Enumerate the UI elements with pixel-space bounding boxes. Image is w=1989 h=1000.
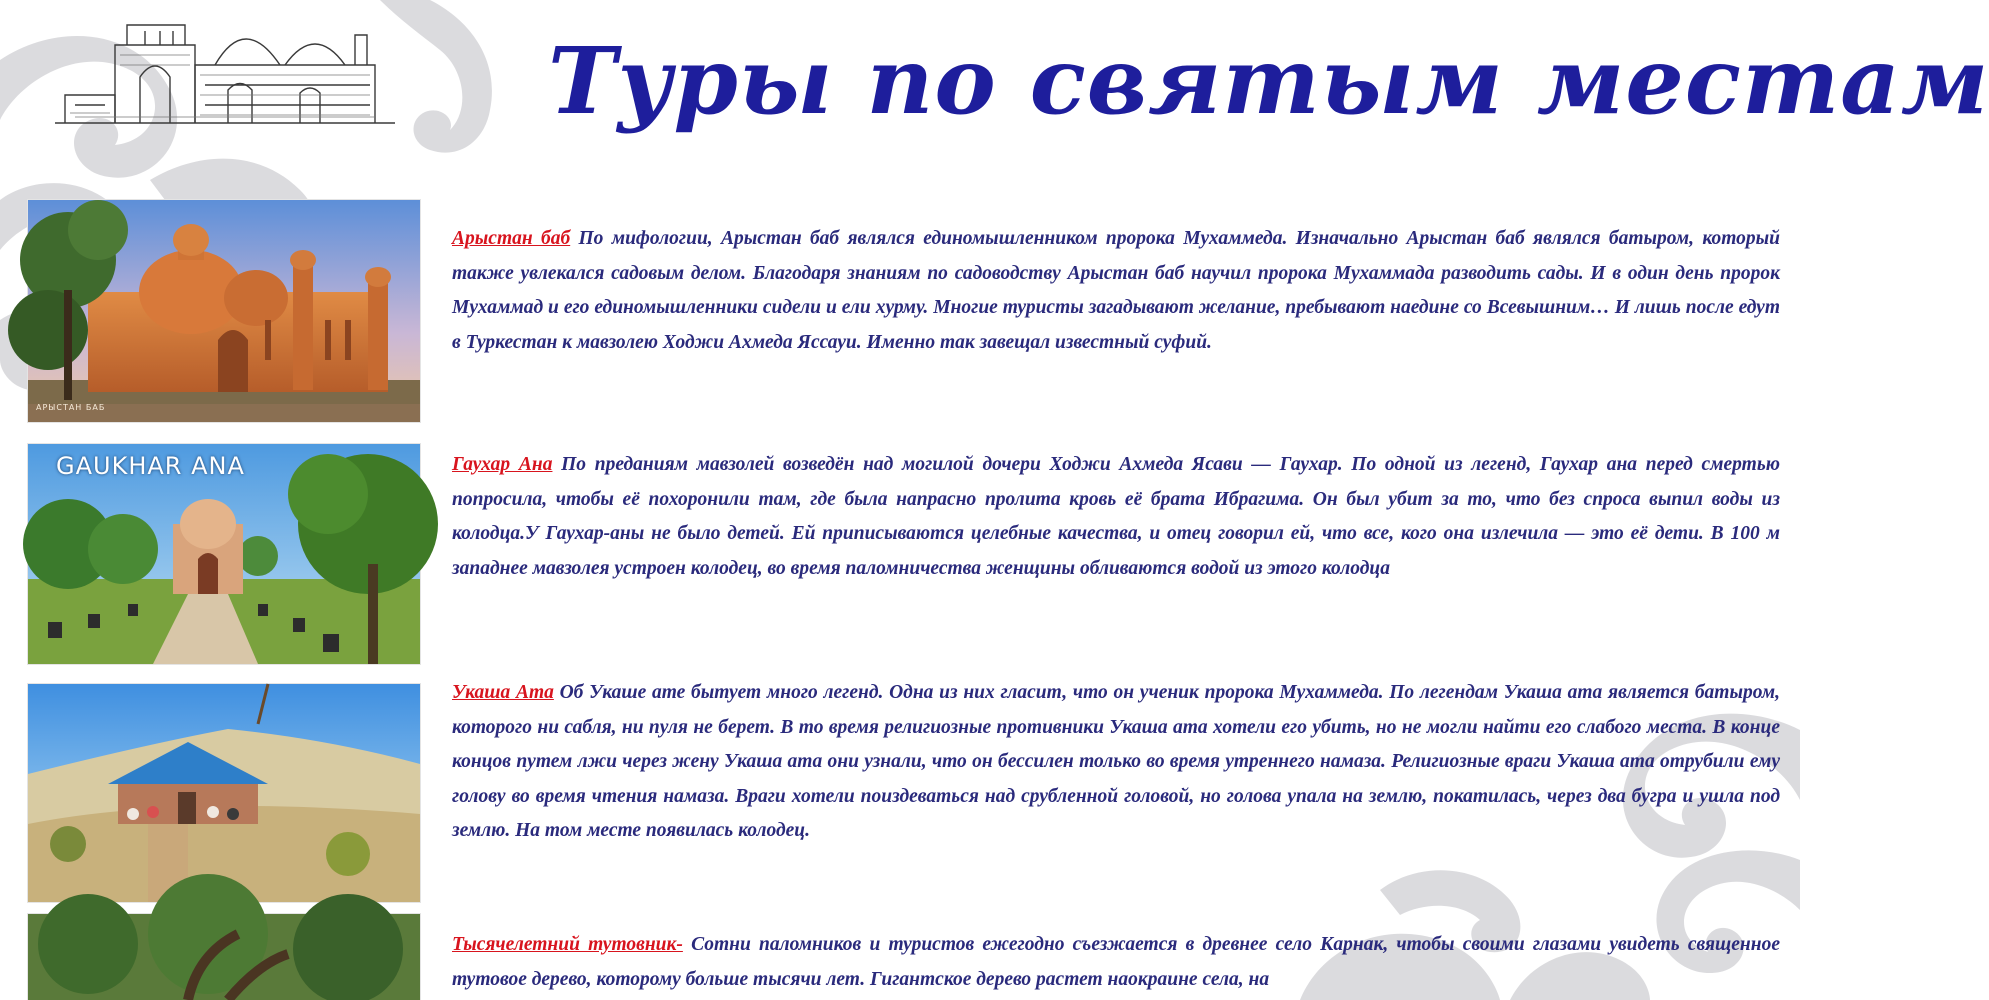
- entry-mulberry: [452, 928, 1780, 997]
- entry-title: Гаухар Ана: [452, 454, 553, 475]
- ukasha-ata-site-photo: [28, 684, 420, 902]
- mausoleum-arystan-bab-photo: [28, 200, 420, 422]
- entry-title: Арыстан баб: [452, 228, 571, 249]
- mulberry-tree-photo: [28, 914, 420, 1000]
- entry-text: По мифологии, Арыстан баб являлся единомышленником пророка Мухаммеда. Изначально Арыстан баб являлся батыром, который также увлекался садовым делом. Благодаря знаниям по садоводству Арыстан баб научил пророка Мухаммада разводить сады. И в один день пророк Мухаммад и его единомышленники сидели и ели хурму. Многие туристы загадывают желание, пребывают наедине со Всевышним… И лишь после едут в Туркестан к мавзолею Ходжи Ахмеда Яссауи. Именно так завещал известный суфий.: [452, 228, 1780, 353]
- photo-caption-gaukhar-ana: GAUKHAR ANA: [56, 452, 245, 480]
- entry-gaukhar-ana: [452, 448, 1780, 586]
- entry-text: Об Укаше ате бытует много легенд. Одна из них гласит, что он ученик пророка Мухаммеда. По легендам Укаша ата является батыром, которого ни сабля, ни пуля не берет. В то время религиозные противники Укаша ата хотели его убить, но не могли найти его слабого места. В конце концов путем лжи через жену Укаша ата они узнали, что он бессилен только во время утреннего намаза. Религиозные враги Укаша ата отрубили ему голову во время чтения намаза. Враги хотели поиздеваться над срубленной головой, но голова упала на землю, покатилась, через два бугра и ушла под землю. На том месте появилась колодец.: [452, 682, 1780, 841]
- entry-text: По преданиям мавзолей возведён над могилой дочери Ходжи Ахмеда Ясави — Гаухар. По одной из легенд, Гаухар ана перед смертью попросила, чтобы её похоронили там, где была напрасно пролита кровь её брата Ибрагима. Он был убит за то, что без спроса выпил воды из колодца.У Гаухар-аны не было детей. Ей приписываются целебные качества, и отец говорил ей, что все, кого она излечила — это её дети. В 100 м западнее мавзолея устроен колодец, во время паломничества женщины обливаются водой из этого колодца: [452, 454, 1780, 579]
- entry-ukasha-ata: [452, 676, 1780, 849]
- entry-title: Тысячелетний тутовник-: [452, 934, 683, 955]
- entry-arystan-bab: [452, 222, 1780, 360]
- entry-title: Укаша Ата: [452, 682, 554, 703]
- historic-mausoleum-sketch-icon: [45, 5, 405, 135]
- page-title: Туры по святым местам: [548, 27, 1989, 135]
- photo-caption-arystan-bab: АРЫСТАН БАБ: [36, 403, 106, 412]
- entry-text: Сотни паломников и туристов ежегодно съезжается в древнее село Карнак, чтобы своими глазами увидеть священное тутовое дерево, которому больше тысячи лет. Гигантское дерево растет наокраине села, на: [452, 934, 1780, 990]
